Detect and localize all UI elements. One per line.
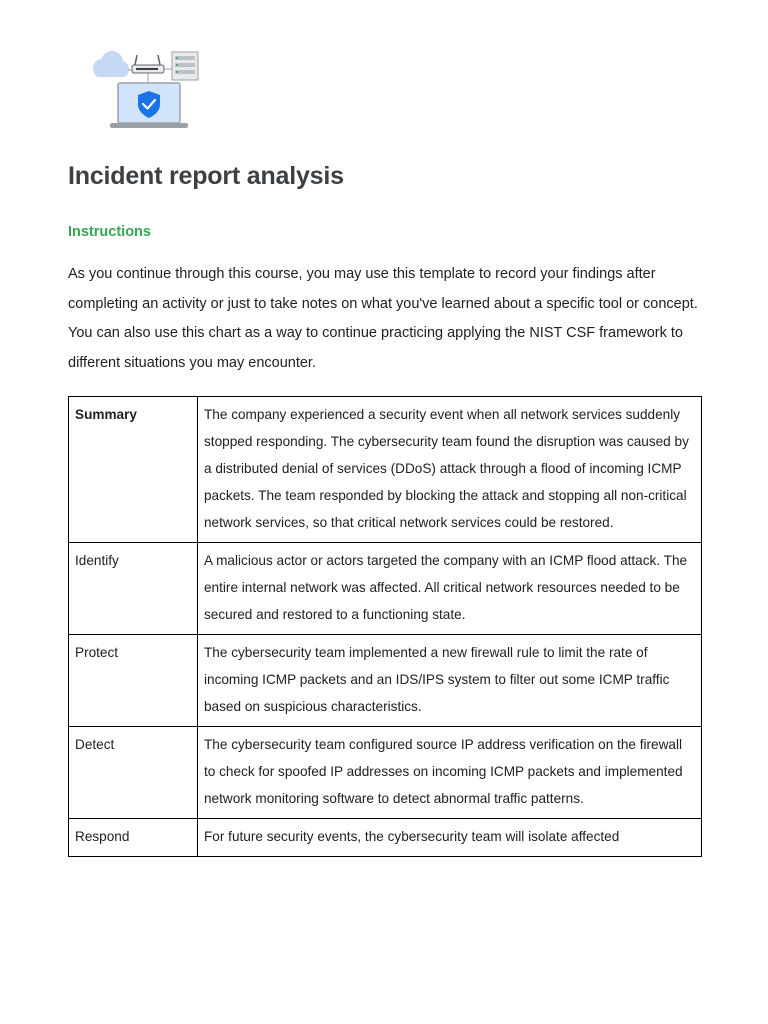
table-row-detect xyxy=(69,727,702,819)
instructions-paragraph: As you continue through this course, you may use this template to record your findings after completing an activity or just to take notes on what you've learned about a specific tool or concept. You can also use this chart as a way to continue practicing applying the NIST CSF framework to different situations you may encounter. xyxy=(68,266,698,371)
row-label-protect: Protect xyxy=(69,635,198,727)
instructions-heading: Instructions xyxy=(68,224,151,240)
page-title: Incident report analysis xyxy=(68,162,344,190)
cloud-icon xyxy=(93,51,129,77)
row-label-respond: Respond xyxy=(69,819,198,857)
incident-report-table xyxy=(68,396,702,857)
table-row-summary xyxy=(69,397,702,543)
row-content-protect: The cybersecurity team implemented a new firewall rule to limit the rate of incoming ICMP packets and an IDS/IPS system to filter out some ICMP traffic based on suspicious characteristics. xyxy=(198,635,702,727)
table-row-respond xyxy=(69,819,702,857)
table-row-identify xyxy=(69,543,702,635)
server-icon xyxy=(172,52,198,80)
table-row-protect xyxy=(69,635,702,727)
row-content-summary: The company experienced a security event when all network services suddenly stopped responding. The cybersecurity team found the disruption was caused by a distributed denial of services (DDoS) attack through a flood of incoming ICMP packets. The team responded by blocking the attack and stopping all non-critical network services, so that critical network services could be restored. xyxy=(198,397,702,543)
row-label-identify: Identify xyxy=(69,543,198,635)
header-illustration xyxy=(88,48,204,132)
row-content-identify: A malicious actor or actors targeted the company with an ICMP flood attack. The entire internal network was affected. All critical network resources needed to be secured and restored to a functioning state. xyxy=(198,543,702,635)
row-content-respond: For future security events, the cybersecurity team will isolate affected xyxy=(198,819,702,857)
row-label-detect: Detect xyxy=(69,727,198,819)
network-security-illustration xyxy=(88,48,204,132)
row-label-summary: Summary xyxy=(69,397,198,543)
row-content-detect: The cybersecurity team configured source IP address verification on the firewall to check for spoofed IP addresses on incoming ICMP packets and implemented network monitoring software to detect abnormal traffic patterns. xyxy=(198,727,702,819)
router-icon xyxy=(132,55,164,73)
